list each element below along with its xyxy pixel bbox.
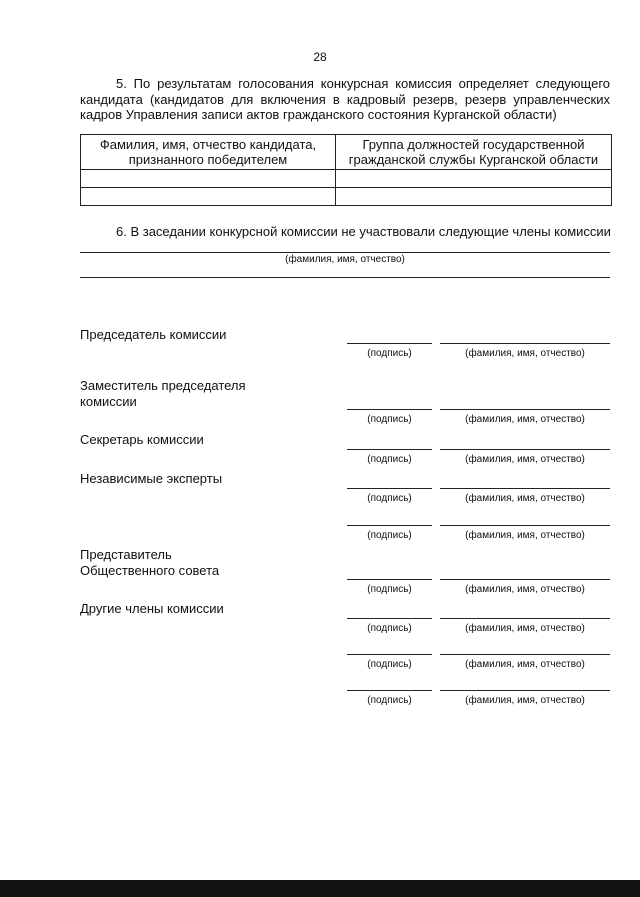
absent-members-caption: (фамилия, имя, отчество) (285, 254, 405, 265)
deputy-chairman-label: Заместитель председателя комиссии (80, 378, 246, 409)
signature-line (347, 690, 432, 691)
signature-line (347, 409, 432, 410)
chairman-label: Председатель комиссии (80, 327, 227, 342)
signature-line (347, 654, 432, 655)
secretary-label: Секретарь комиссии (80, 432, 204, 447)
signature-caption: (подпись) (367, 414, 412, 425)
signature-caption: (подпись) (367, 623, 412, 634)
scan-border (0, 880, 640, 897)
section-6-paragraph: 6. В заседании конкурсной комиссии не участвовали следующие члены комиссии (116, 224, 611, 239)
experts-label: Независимые эксперты (80, 471, 223, 486)
name-caption: (фамилия, имя, отчество) (465, 659, 585, 670)
table-header-row (81, 135, 612, 170)
signature-caption: (подпись) (367, 659, 412, 670)
table-cell (336, 188, 612, 206)
signature-caption: (подпись) (367, 493, 412, 504)
signature-caption: (подпись) (367, 454, 412, 465)
name-line (440, 525, 610, 526)
absent-members-line-2 (80, 277, 610, 278)
signature-line (347, 579, 432, 580)
table-row (81, 170, 612, 188)
name-line (440, 579, 610, 580)
name-caption: (фамилия, имя, отчество) (465, 584, 585, 595)
name-caption: (фамилия, имя, отчество) (465, 623, 585, 634)
name-line (440, 449, 610, 450)
signature-caption: (подпись) (367, 530, 412, 541)
name-line (440, 618, 610, 619)
other-members-label: Другие члены комиссии (80, 601, 224, 616)
name-line (440, 409, 610, 410)
name-caption: (фамилия, имя, отчество) (465, 493, 585, 504)
section-5-paragraph: 5. По результатам голосования конкурсная комиссия определяет следующего кандидата (кандидатов для включения в кадровый резерв, резерв управленческих кадров Управления записи актов гражданского состояния Курганской области) (80, 76, 610, 122)
name-caption: (фамилия, имя, отчество) (465, 530, 585, 541)
absent-members-line (80, 252, 610, 253)
table-row (81, 188, 612, 206)
signature-caption: (подпись) (367, 695, 412, 706)
table-cell (336, 170, 612, 188)
signature-caption: (подпись) (367, 348, 412, 359)
signature-line (347, 618, 432, 619)
name-caption: (фамилия, имя, отчество) (465, 695, 585, 706)
signature-line (347, 488, 432, 489)
signature-line (347, 343, 432, 344)
signature-line (347, 449, 432, 450)
page-number: 28 (313, 50, 327, 64)
table-header-candidate: Фамилия, имя, отчество кандидата, признанного победителем (81, 135, 336, 170)
candidates-table (80, 134, 612, 206)
table-cell (81, 170, 336, 188)
signature-line (347, 525, 432, 526)
name-line (440, 343, 610, 344)
name-line (440, 654, 610, 655)
table-cell (81, 188, 336, 206)
name-caption: (фамилия, имя, отчество) (465, 454, 585, 465)
name-caption: (фамилия, имя, отчество) (465, 348, 585, 359)
name-caption: (фамилия, имя, отчество) (465, 414, 585, 425)
signature-caption: (подпись) (367, 584, 412, 595)
public-council-label: Представитель Общественного совета (80, 547, 220, 578)
name-line (440, 690, 610, 691)
name-line (440, 488, 610, 489)
table-header-position-group: Группа должностей государственной гражданской службы Курганской области (336, 135, 612, 170)
